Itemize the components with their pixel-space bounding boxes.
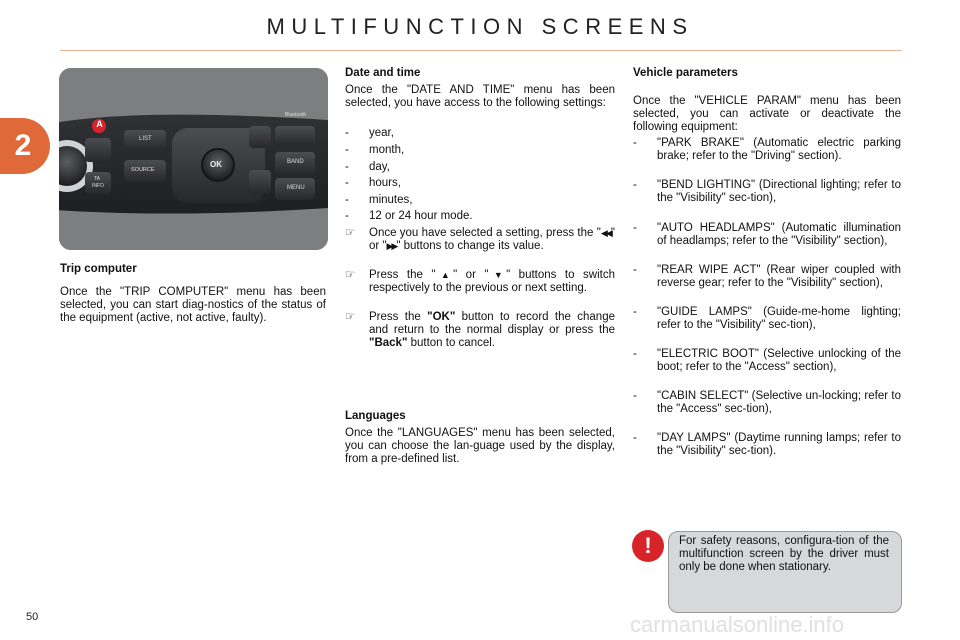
trip-computer-body: Once the "TRIP COMPUTER" menu has been selected, you can start diag-nostics of the status of the equipment (active, not active, faulty).: [60, 286, 326, 324]
badge-a: A: [96, 119, 103, 129]
vehicle-param-item: - "PARK BRAKE" (Automatic electric parking brake; refer to the "Driving" section).: [633, 137, 901, 162]
up-arrow-icon: ▲: [435, 270, 454, 280]
ta-label: TA: [94, 176, 101, 182]
ok-button: OK: [210, 160, 222, 169]
vehicle-param-item: - "GUIDE LAMPS" (Guide-me-home lighting; refer to the "Visibility" sec-tion),: [633, 306, 901, 331]
page-number: 50: [26, 611, 39, 623]
safety-warning-text: For safety reasons, configura-tion of the multifunction screen by the driver must only be done when stationary.: [679, 535, 889, 573]
vehicle-param-item: - "REAR WIPE ACT" (Rear wiper coupled with reverse gear; refer to the "Visibility" section),: [633, 264, 901, 289]
warning-icon: !: [632, 530, 664, 562]
vehicle-param-item: - "ELECTRIC BOOT" (Selective unlocking of the boot; refer to the "Access" section),: [633, 348, 901, 373]
trip-computer-heading: Trip computer: [60, 263, 137, 275]
info-label: INFO: [92, 183, 104, 189]
down-arrow-icon: ▼: [488, 270, 507, 280]
pointing-hand-icon: ☞: [345, 227, 356, 239]
languages-heading: Languages: [345, 410, 406, 422]
list-button: LIST: [139, 136, 152, 142]
pointing-hand-icon: ☞: [345, 311, 356, 323]
step-record-or-cancel: ☞ Press the "OK" button to record the change and return to the normal display or press the "Back" button to cancel.: [345, 311, 615, 349]
vehicle-parameters-heading: Vehicle parameters: [633, 67, 738, 79]
console-photo: [59, 68, 328, 250]
watermark: carmanualsonline.info: [630, 612, 845, 637]
setting-hours: - hours,: [345, 177, 401, 189]
setting-day: - day,: [345, 161, 390, 173]
step-change-value: ☞ Once you have selected a setting, press the "◀◀" or "▶▶" buttons to change its value.: [345, 227, 615, 252]
title-divider: [60, 50, 902, 51]
vehicle-param-item: - "BEND LIGHTING" (Directional lighting; refer to the "Visibility" sec-tion),: [633, 179, 901, 204]
setting-hour-mode: - 12 or 24 hour mode.: [345, 210, 473, 222]
setting-month: - month,: [345, 144, 405, 156]
vehicle-parameters-intro: Once the "VEHICLE PARAM" menu has been selected, you can activate or deactivate the following equipment:: [633, 95, 901, 133]
languages-body: Once the "LANGUAGES" menu has been selected, you can choose the lan-guage used by the display, from a pre-defined list.: [345, 427, 615, 465]
chapter-number: 2: [14, 129, 32, 162]
pointing-hand-icon: ☞: [345, 269, 356, 281]
step-switch-setting: ☞ Press the "▲" or "▼" buttons to switch respectively to the previous or next setting.: [345, 269, 615, 294]
vehicle-param-item: - "AUTO HEADLAMPS" (Automatic illumination of headlamps; refer to the "Visibility" section),: [633, 222, 901, 247]
source-button: SOURCE: [131, 167, 155, 173]
page-title: MULTIFUNCTION SCREENS: [266, 14, 694, 39]
bluetooth-label: Bluetooth: [285, 112, 307, 118]
rewind-icon: ◀◀: [600, 228, 611, 238]
vehicle-param-item: - "CABIN SELECT" (Selective un-locking; refer to the "Access" sec-tion),: [633, 390, 901, 415]
setting-minutes: - minutes,: [345, 194, 413, 206]
vehicle-param-item: - "DAY LAMPS" (Daytime running lamps; refer to the "Visibility" sec-tion).: [633, 432, 901, 457]
setting-year: - year,: [345, 127, 394, 139]
band-button: BAND: [287, 159, 304, 165]
date-time-heading: Date and time: [345, 67, 421, 79]
menu-button: MENU: [287, 185, 305, 191]
date-time-intro: Once the "DATE AND TIME" menu has been selected, you have access to the following settings:: [345, 84, 615, 109]
forward-icon: ▶▶: [386, 241, 397, 251]
